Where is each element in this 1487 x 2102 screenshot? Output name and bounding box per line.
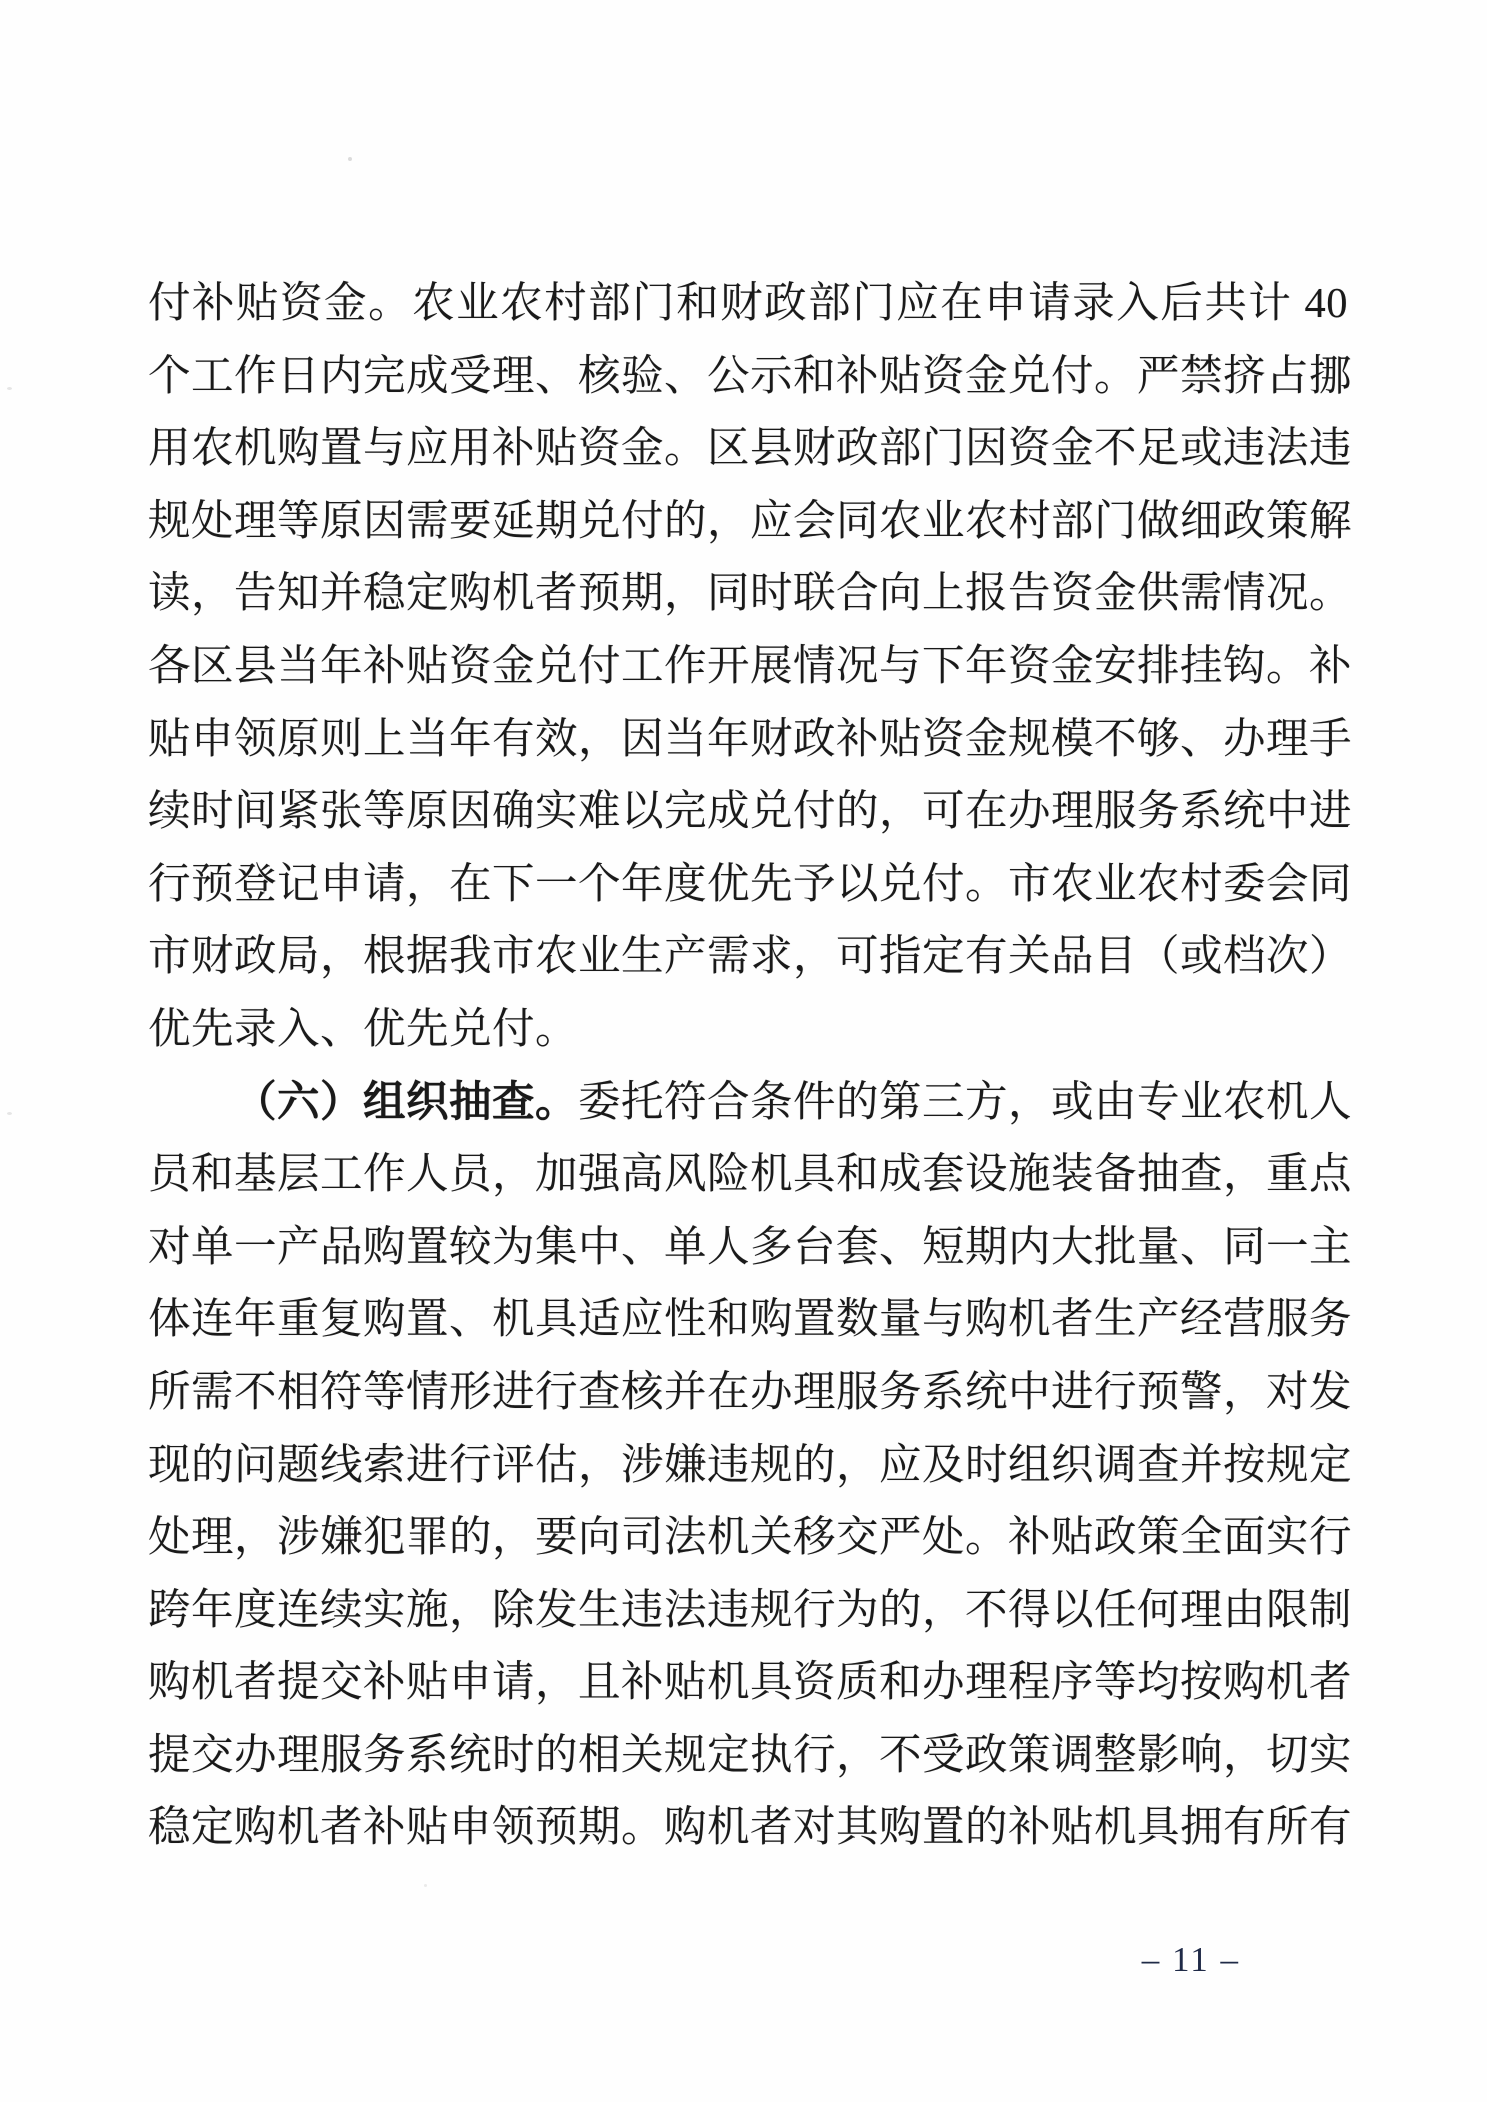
- text-line: 行预登记申请，在下一个年度优先予以兑付。市农业农村委会同: [148, 860, 1353, 908]
- text-line: 员和基层工作人员，加强高风险机具和成套设施装备抽查，重点: [148, 1151, 1353, 1199]
- page-number: – 11 –: [1141, 1940, 1240, 1979]
- scan-artifact: [7, 1112, 12, 1115]
- text-line: 购机者提交补贴申请，且补贴机具资质和办理程序等均按购机者: [148, 1659, 1353, 1707]
- text-line: 对单一产品购置较为集中、单人多台套、短期内大批量、同一主: [148, 1223, 1353, 1271]
- section-text: 委托符合条件的第三方，或由专业农机人: [578, 1078, 1353, 1126]
- text-line: 用农机购置与应用补贴资金。区县财政部门因资金不足或违法违: [148, 425, 1353, 473]
- text-block: [148, 268, 1353, 1865]
- text-line: 提交办理服务系统时的相关规定执行，不受政策调整影响，切实: [148, 1731, 1353, 1779]
- text-line: 处理，涉嫌犯罪的，要向司法机关移交严处。补贴政策全面实行: [148, 1514, 1353, 1562]
- text-line: 市财政局，根据我市农业生产需求，可指定有关品目（或档次）: [148, 933, 1353, 981]
- scan-artifact: [424, 1884, 427, 1887]
- scan-artifact: [7, 387, 12, 390]
- section-heading: （六）组织抽查。: [234, 1078, 579, 1126]
- text-line: 优先录入、优先兑付。: [148, 1005, 579, 1053]
- text-line: 体连年重复购置、机具适应性和购置数量与购机者生产经营服务: [148, 1296, 1353, 1344]
- text-line: 各区县当年补贴资金兑付工作开展情况与下年资金安排挂钩。补: [148, 642, 1353, 690]
- text-line: 跨年度连续实施，除发生违法违规行为的，不得以任何理由限制: [148, 1586, 1353, 1634]
- text-line: 现的问题线索进行评估，涉嫌违规的，应及时组织调查并按规定: [148, 1441, 1353, 1489]
- text-line: 个工作日内完成受理、核验、公示和补贴资金兑付。严禁挤占挪: [148, 352, 1353, 400]
- text-line-section-start: [148, 1067, 1353, 1140]
- text-line: 规处理等原因需要延期兑付的，应会同农业农村部门做细政策解: [148, 497, 1353, 545]
- text-line: 贴申领原则上当年有效，因当年财政补贴资金规模不够、办理手: [148, 715, 1353, 763]
- text-line: 续时间紧张等原因确实难以完成兑付的，可在办理服务系统中进: [148, 788, 1353, 836]
- text-line: 所需不相符等情形进行查核并在办理服务系统中进行预警，对发: [148, 1368, 1353, 1416]
- text-line: 稳定购机者补贴申领预期。购机者对其购置的补贴机具拥有所有: [148, 1804, 1353, 1852]
- text-line: 付补贴资金。农业农村部门和财政部门应在申请录入后共计 40: [148, 280, 1348, 327]
- text-line: 读，告知并稳定购机者预期，同时联合向上报告资金供需情况。: [148, 570, 1353, 618]
- scan-artifact: [348, 157, 352, 161]
